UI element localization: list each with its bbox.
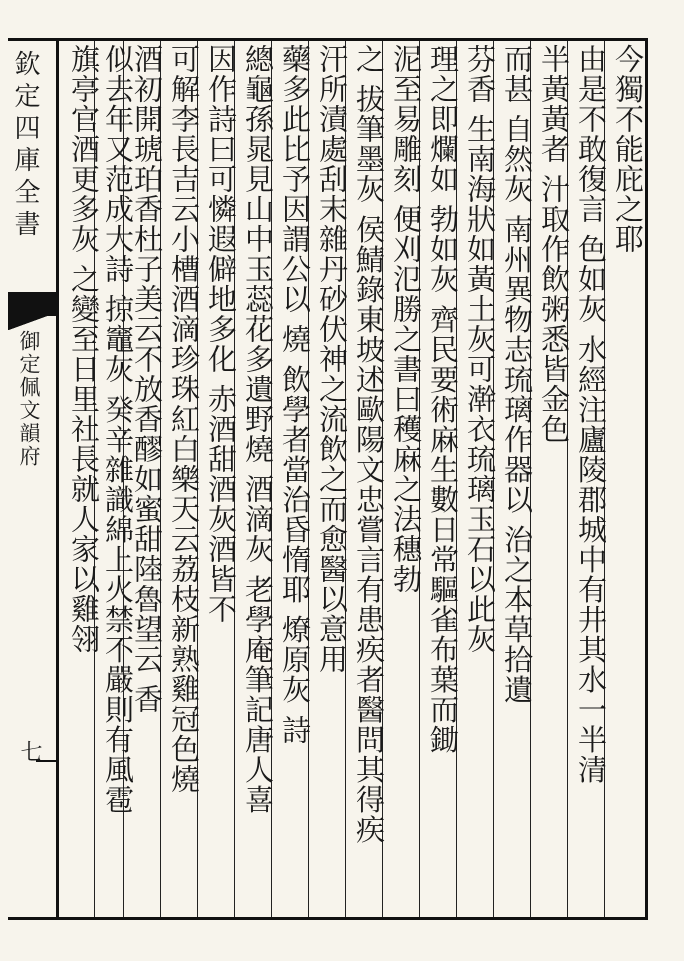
text-column: 之 拔筆墨灰 侯鯖錄東坡述歐陽文忠嘗言有患疾者醫問其得疾 [352, 44, 386, 845]
margin-page-number: 七 [17, 740, 42, 762]
text-column: 泥至易雕刻 便刈氾勝之書曰穫麻之法穗勃 [389, 44, 423, 595]
text-column: 總龜孫晁見山中玉蕊花多遺野燒 酒滴灰 老學庵筆記唐人喜 [241, 44, 275, 815]
text-column: 因作詩曰可憐遐僻地多化 赤酒甜酒灰酒皆不 [204, 44, 238, 625]
text-column: 芬香 生南海狀如黃土灰可澣衣琉璃玉石以此灰 [463, 44, 497, 655]
text-column: 今獨不能庇之耶 [611, 44, 645, 254]
margin-book-title: 御定佩文韻府 [17, 330, 41, 468]
margin-collection-title: 欽定四庫全書 [10, 50, 40, 242]
text-column: 半黃黃者 汁取作飲粥悉皆金色 [537, 44, 571, 445]
text-column: 可解李長吉云小槽酒滴珍珠紅白樂天云荔枝新熟雞冠色燒 [167, 44, 201, 794]
text-column: 理之即爛如 勃如灰 齊民要術麻生數日常驅雀布葉而鋤 [426, 44, 460, 755]
text-column: 旗亭官酒更多灰 之變至日里社長就人家以雞翎 [67, 44, 101, 655]
text-column: 汗所漬處刮末雜丹砂伏神之流飲之而愈醫以意用 [315, 44, 349, 674]
text-column: 似去年又范成大詩 掠竈灰 癸辛雜識綿上火禁不嚴則有風雹 [101, 44, 135, 815]
text-column: 而甚 自然灰 南州異物志琉璃作器以 治之本草拾遺 [500, 44, 534, 705]
text-column: 由是不敢復言 色如灰 水經注廬陵郡城中有井其水一半清 [574, 44, 608, 785]
text-column: 藥多此比予因謂公以 燒 飲學者當治昏惰耶 燎原灰 詩 [278, 44, 312, 745]
text-column: 酒初開琥珀香杜子美云不放香醪如蜜甜陸魯望云 香 [130, 44, 164, 715]
fish-tail-mark [8, 292, 56, 316]
